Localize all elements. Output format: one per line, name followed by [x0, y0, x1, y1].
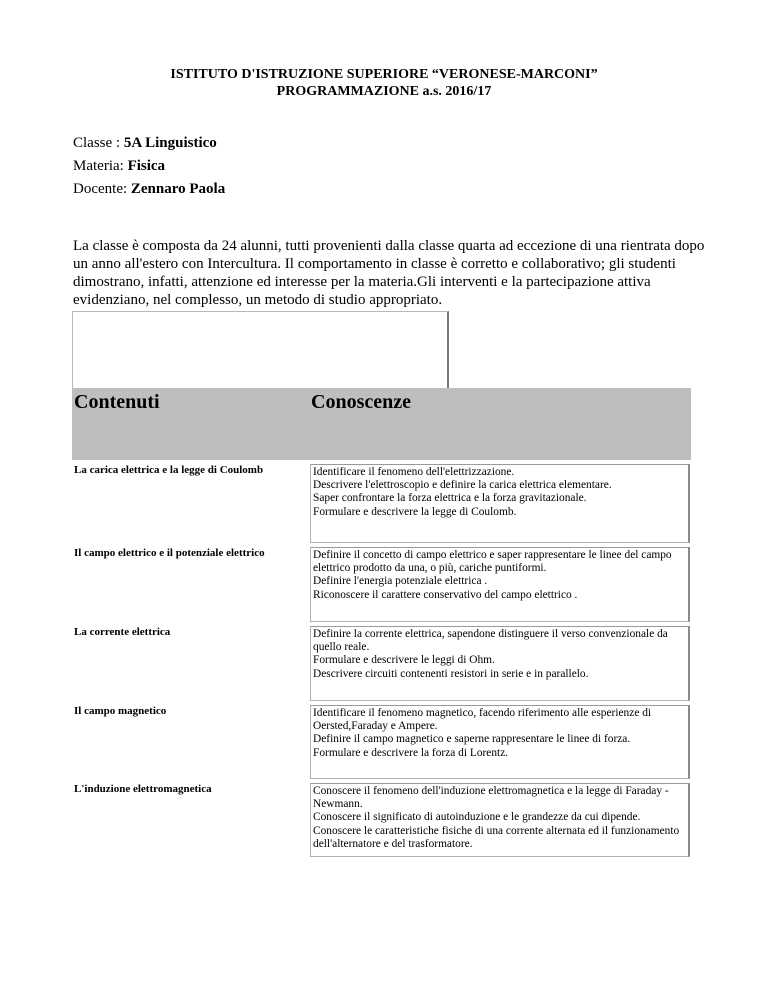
table-row — [72, 460, 691, 543]
header-contenuti: Contenuti — [74, 391, 160, 413]
empty-table-cell — [72, 311, 449, 389]
knowledge-line: Descrivere circuiti contenenti resistori in serie e in parallelo. — [313, 667, 589, 680]
row-knowledge — [310, 783, 690, 857]
knowledge-line: Definire l'energia potenziale elettrica . — [313, 575, 488, 588]
table-row — [72, 543, 691, 622]
classe-value: 5A Linguistico — [123, 135, 217, 151]
docente-line — [73, 180, 225, 198]
materia-value: Fisica — [127, 158, 166, 174]
classe-line — [73, 134, 217, 152]
knowledge-line: Identificare il fenomeno dell'elettrizzazione. — [313, 466, 515, 478]
header-conoscenze: Conoscenze — [311, 391, 411, 413]
row-topic: Il campo elettrico e il potenziale elettrico — [74, 547, 265, 559]
knowledge-line: Definire il concetto di campo elettrico e saper rappresentare le linee del campo elettrico prodotto da una, o più, cariche puntiformi. — [313, 549, 672, 575]
programme-year: PROGRAMMAZIONE a.s. 2016/17 — [276, 84, 492, 99]
table-header — [72, 388, 691, 460]
row-knowledge — [310, 464, 690, 543]
docente-value: Zennaro Paola — [130, 181, 226, 197]
knowledge-line: Identificare il fenomeno magnetico, facendo riferimento alle esperienze di Oersted,Faraday e Ampere. — [313, 707, 652, 733]
row-knowledge — [310, 547, 690, 622]
knowledge-line: Formulare e descrivere le leggi di Ohm. — [313, 654, 495, 667]
row-topic: La carica elettrica e la legge di Coulomb — [74, 464, 264, 476]
table-row — [72, 622, 691, 701]
knowledge-line: Conoscere il fenomeno dell'induzione elettromagnetica e la legge di Faraday - Newmann. — [313, 785, 669, 811]
school-name: ISTITUTO D'ISTRUZIONE SUPERIORE “VERONESE-MARCONI” — [170, 67, 598, 82]
row-knowledge — [310, 626, 690, 701]
row-topic: La corrente elettrica — [74, 626, 171, 638]
knowledge-line: Definire la corrente elettrica, sapendone distinguere il verso convenzionale da quello reale. — [313, 628, 668, 654]
knowledge-line: Formulare e descrivere la legge di Coulomb. — [313, 505, 517, 518]
programme-table — [72, 388, 691, 857]
knowledge-line: Conoscere il significato di autoinduzione e le grandezze da cui dipende. — [313, 811, 641, 824]
docente-label: Docente: — [73, 181, 131, 197]
document-header — [0, 66, 768, 100]
classe-label: Classe : — [73, 135, 124, 151]
table-row — [72, 701, 691, 779]
row-topic: Il campo magnetico — [74, 705, 167, 717]
class-description: La classe è composta da 24 alunni, tutti provenienti dalla classe quarta ad eccezione di una rientrata dopo un anno all'estero con Intercultura. Il comportamento in classe è corretto e collaborativo; gli studenti dimostrano, infatti, attenzione ed interesse per la materia.Gli interventi e la partecipazione attiva evidenziano, nel complesso, un metodo di studio appropriato. — [73, 238, 705, 308]
knowledge-line: Formulare e descrivere la forza di Lorentz. — [313, 746, 509, 759]
knowledge-line: Descrivere l'elettroscopio e definire la carica elettrica elementare. — [313, 479, 612, 492]
materia-line — [73, 157, 165, 175]
knowledge-line: Definire il campo magnetico e saperne rappresentare le linee di forza. — [313, 733, 631, 746]
knowledge-line: Saper confrontare la forza elettrica e la forza gravitazionale. — [313, 492, 587, 505]
table-row — [72, 779, 691, 857]
materia-label: Materia: — [73, 158, 128, 174]
row-knowledge — [310, 705, 690, 779]
knowledge-line: Riconoscere il carattere conservativo del campo elettrico . — [313, 588, 578, 601]
row-topic: L'induzione elettromagnetica — [74, 783, 212, 795]
knowledge-line: Conoscere le caratteristiche fisiche di una corrente alternata ed il funzionamento dell'alternatore e del trasformatore. — [313, 824, 680, 850]
